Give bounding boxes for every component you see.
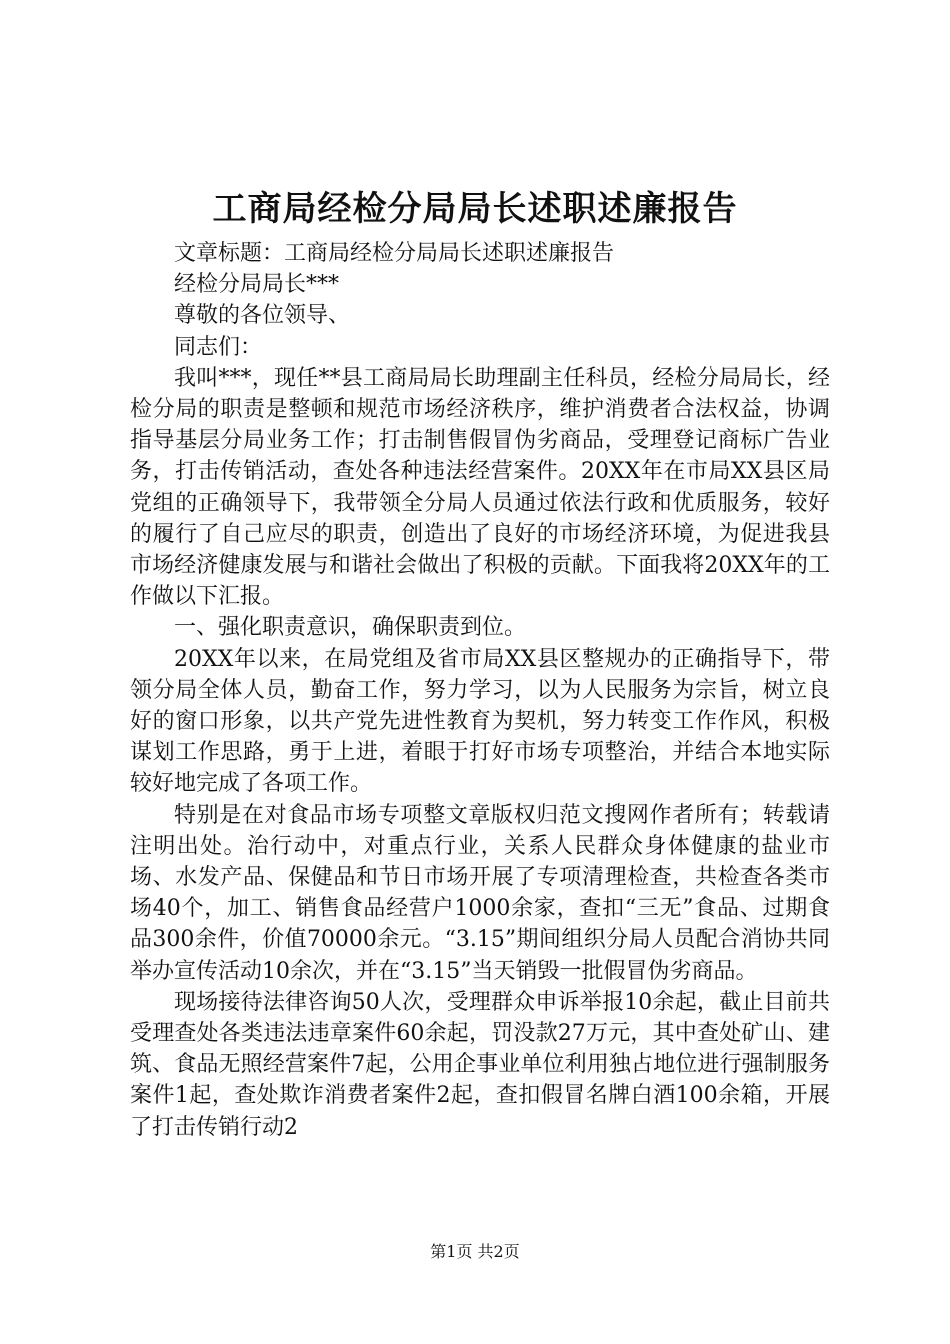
document-title: 工商局经检分局局长述职述廉报告 (212, 189, 738, 229)
paragraph-author: 经检分局局长*** (174, 272, 340, 298)
document-body (130, 238, 830, 1143)
paragraph-salutation-2: 同志们： (174, 334, 263, 360)
paragraph-consultation: 现场接待法律咨询50人次，受理群众申诉举报10余起，截止目前共受理查处各类违法违章案件60余起，罚没款27万元，其中查处矿山、建筑、食品无照经营案件7起，公用企事业单位利用独占地位进行强制服务案件1起，查处欺诈消费者案件2起，查扣假冒名牌白酒100余箱，开展了打击传销行动2 (130, 989, 830, 1140)
paragraph-salutation-1: 尊敬的各位领导、 (174, 303, 351, 329)
paragraph-section-heading-1: 一、强化职责意识，确保职责到位。 (174, 615, 527, 641)
paragraph-food-market: 特别是在对食品市场专项整文章版权归范文搜网作者所有；转载请注明出处。治行动中，对重点行业，关系人民群众身体健康的盐业市场、水发产品、保健品和节日市场开展了专项清理检查，共检查各类市场40个，加工、销售食品经营户1000余家，查扣“三无”食品、过期食品300余件，价值70000余元。“3.15”期间组织分局人员配合消协共同举办宣传活动10余次，并在“3.15”当天销毁一批假冒伪劣商品。 (130, 802, 830, 984)
paragraph-introduction: 我叫***，现任**县工商局局长助理副主任科员，经检分局局长，经检分局的职责是整顿和规范市场经济秩序，维护消费者合法权益，协调指导基层分局业务工作；打击制售假冒伪劣商品，受理登记商标广告业务，打击传销活动，查处各种违法经营案件。20XX年在市局XX县区局党组的正确领导下，我带领全分局人员通过依法行政和优质服务，较好的履行了自己应尽的职责，创造出了良好的市场经济环境，为促进我县市场经济健康发展与和谐社会做出了积极的贡献。下面我将20XX年的工作做以下汇报。 (130, 365, 830, 610)
paragraph-section-1-body: 20XX年以来，在局党组及省市局XX县区整规办的正确指导下，带领分局全体人员，勤奋工作，努力学习，以为人民服务为宗旨，树立良好的窗口形象，以共产党先进性教育为契机，努力转变工作作风，积极谋划工作思路，勇于上进，着眼于打好市场专项整治，并结合本地实际较好地完成了各项工作。 (130, 646, 830, 797)
paragraph-article-title: 文章标题：工商局经检分局局长述职述廉报告 (174, 241, 615, 266)
page-number-footer: 第1页 共2页 (430, 1242, 520, 1261)
